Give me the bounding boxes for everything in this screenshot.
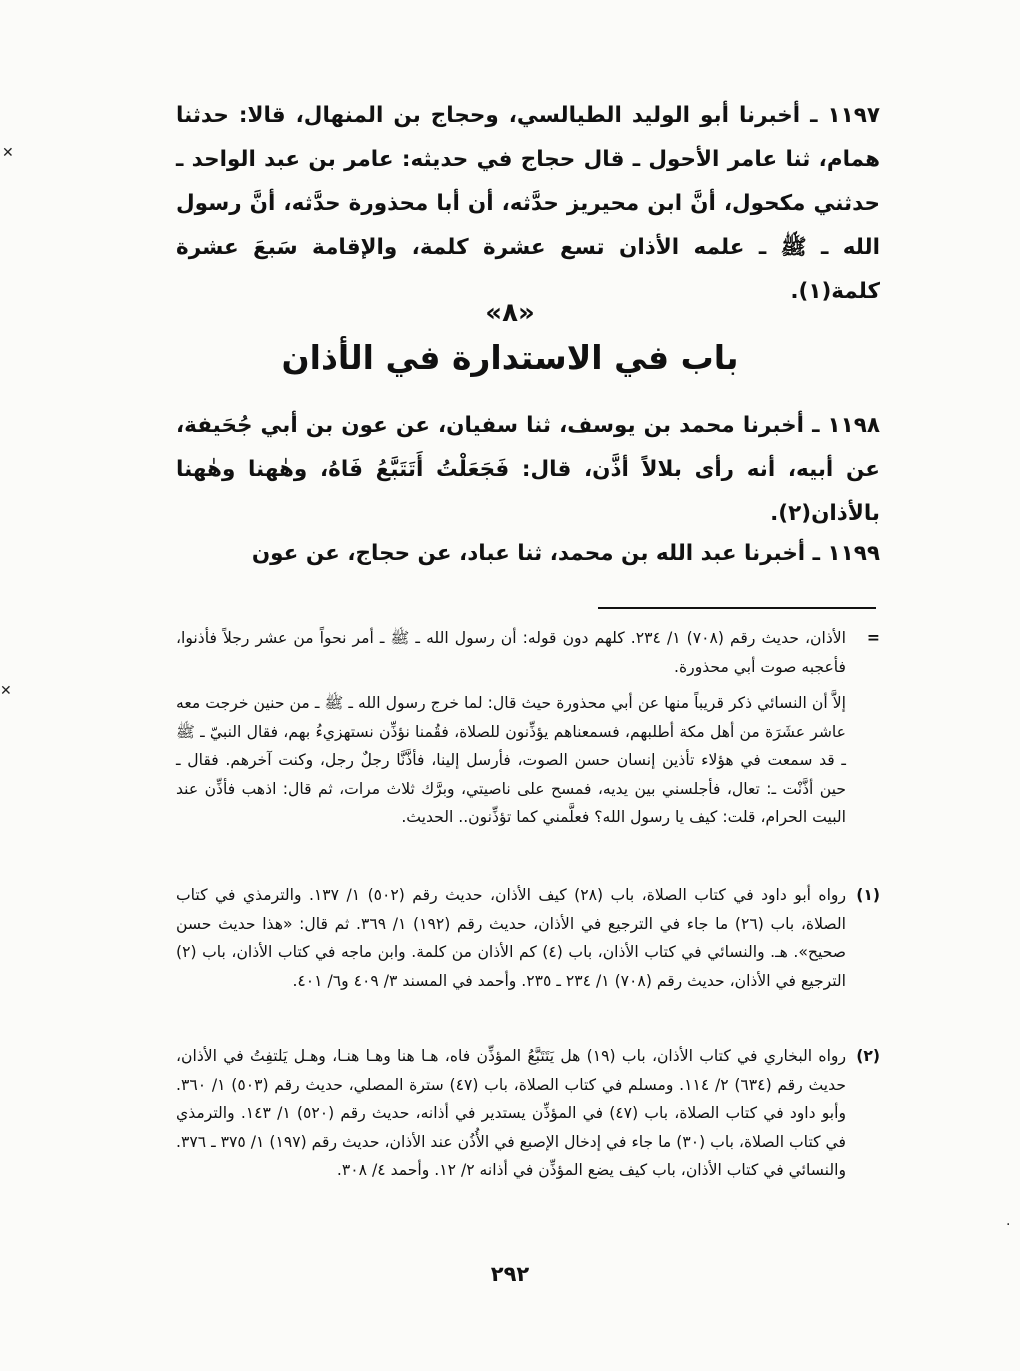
footnote-continued (176, 624, 880, 681)
footnote-1 (176, 881, 880, 995)
section-title: باب في الاستدارة في الأذان (281, 338, 739, 377)
continuation-marker: = (866, 629, 880, 647)
footnote-2-marker: (٢) (856, 1047, 880, 1065)
hadith-1198 (176, 404, 880, 536)
scan-speck: ✕ (0, 683, 12, 699)
page-number: ٢٩٢ (490, 1262, 530, 1286)
hadith-1199 (176, 532, 880, 576)
footnote-continued-text: الأذان، حديث رقم (٧٠٨) ١/ ٢٣٤. كلهم دون قوله: أن رسول الله ـ ﷺ ـ أمر نحواً من عشر رجلاً فأذنوا، فأعجبه صوت أبي محذورة. (176, 629, 847, 676)
hadith-1198-text: ١١٩٨ ـ أخبرنا محمد بن يوسف، ثنا سفيان، عن عون بن أبي جُحَيفة، عن أبيه، أنه رأى بلالاً أذَّن، قال: فَجَعَلْتُ أَتَتَبَّعُ فَاهُ، وهٰهنا وهٰهنا بالأذان(٢). (176, 413, 880, 526)
footnote-1-marker: (١) (856, 886, 880, 904)
scan-speck: · (1006, 1217, 1011, 1233)
hadith-1197 (176, 94, 880, 314)
footnote-1-text: رواه أبو داود في كتاب الصلاة، باب (٢٨) كيف الأذان، حديث رقم (٥٠٢) ١/ ١٣٧. والترمذي في كتاب الصلاة، باب (٢٦) ما جاء في الترجيع في الأذان، حديث رقم (١٩٢) ١/ ٣٦٩. ثم قال: «هذا حديث حسن صحيح». هـ. والنسائي في كتاب الأذان، باب (٤) كم الأذان من كلمة. وابن ماجه في كتاب الأذان، باب (٢) الترجيع في الأذان، حديث رقم (٧٠٨) ١/ ٢٣٤ ـ ٢٣٥. وأحمد في المسند ٣/ ٤٠٩ و٦/ ٤٠١. (176, 886, 847, 990)
scan-speck: ✕ (2, 145, 14, 161)
footnote-continued-paragraph (176, 689, 880, 832)
section-number: «٨» (485, 298, 535, 328)
footnote-continued-paragraph-text: إلاَّ أن النسائي ذكر قريباً منها عن أبي محذورة حيث قال: لما خرج رسول الله ـ ﷺ ـ من حنين خرجت معه عاشر عشَرَة من أهل مكة أطلبهم، فسمعناهم يؤذِّنون للصلاة، فقُمنا نؤذِّن نستهزيءُ بهم، فقال النبيّ ـ ﷺ ـ قد سمعت في هؤلاء تأذين إنسان حسن الصوت، فأرسل إلينا، فأذَّنَّا رجلٌ رجل، وكنت آخرهم. فقال ـ حين أذَّنْت ـ: تعال، فأجلسني بين يديه، فمسح على ناصيتي، وبرَّك ثلاث مرات، ثم قال: اذهب فأذِّن عند البيت الحرام، قلت: كيف يا رسول الله؟ فعلَّمني كما تؤذِّنون.. الحديث. (176, 694, 846, 826)
footnote-2 (176, 1042, 880, 1185)
hadith-1197-text: ١١٩٧ ـ أخبرنا أبو الوليد الطيالسي، وحجاج بن المنهال، قالا: حدثنا همام، ثنا عامر الأحول ـ قال حجاج في حديثه: عامر بن عبد الواحد ـ حدثني مكحول، أنَّ ابن محيريز حدَّثه، أن أبا محذورة حدَّثه، أنَّ رسول الله ـ ﷺ ـ علمه الأذان تسع عشرة كلمة، والإقامة سَبعَ عشرة كلمة(١). (176, 103, 880, 304)
footnote-separator (598, 607, 876, 609)
hadith-1199-text: ١١٩٩ ـ أخبرنا عبد الله بن محمد، ثنا عباد، عن حجاج، عن عون (251, 541, 880, 566)
footnote-2-text: رواه البخاري في كتاب الأذان، باب (١٩) هل يَتَتَبَّعُ المؤذِّن فاه، هـا هنا وهـا هنـا، وهـل يَلتفِتُ في الأذان، حديث رقم (٦٣٤) ٢/ ١١٤. ومسلم في كتاب الصلاة، باب (٤٧) سترة المصلي، حديث رقم (٥٠٣) ١/ ٣٦٠. وأبو داود في كتاب الصلاة، باب (٤٧) في المؤذِّن يستدير في أذانه، حديث رقم (٥٢٠) ١/ ١٤٣. والترمذي في كتاب الصلاة، باب (٣٠) ما جاء في إدخال الإصبع في الأُذُن عند الأذان، حديث رقم (١٩٧) ١/ ٣٧٥ ـ ٣٧٦. والنسائي في كتاب الأذان، باب كيف يضع المؤذِّن في أذانه ٢/ ١٢. وأحمد ٤/ ٣٠٨. (176, 1047, 847, 1179)
